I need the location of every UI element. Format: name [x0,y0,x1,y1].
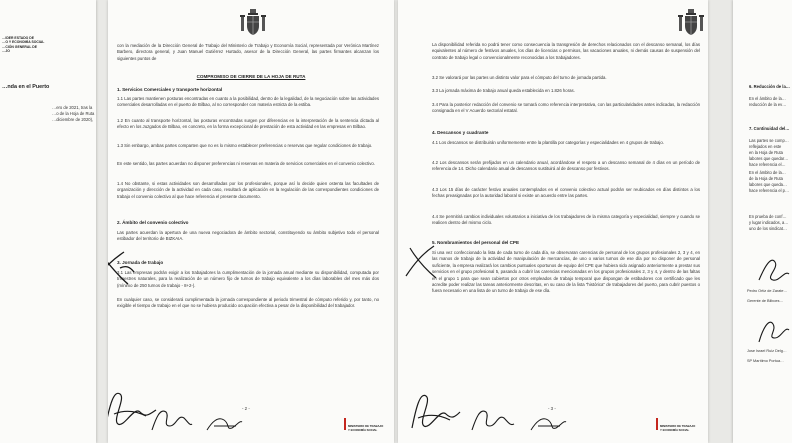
ministry-header: …IDER ESTADO DE …O Y ECONOMÍA SOCIAL …CIÓN GENERAL DE …JO [2,36,45,54]
signature-1 [406,384,462,436]
margin-signature [108,248,140,288]
document-page-1 [0,0,96,443]
paragraph-7: Las partes se comp… reflejados en este en la Hoja de Ruta labores que quedar… hace referencia el… [749,138,789,167]
section-5-title: 5. Nombramientos del personal del CPE [432,240,520,245]
section-1-title: 1. Servicios Comerciales y transporte horizontal [117,87,223,92]
paragraph-7b: En el ámbito de la… de la Hoja de Ruta labores que queda… hace referencia el p… [749,170,790,193]
spain-coat-of-arms-icon [678,8,704,38]
intro-paragraph: con la mediación de la Dirección General de Trabajo del Ministerio de Trabajo y Economía Social, representada por Verónica Martínez Barbero, directora general, y Juan Manuel Gutiérrez Hurtado, asesor de la Dirección General, las partes firmantes alcanzan los siguientes puntos de [117,43,379,61]
signature-3 [204,402,244,436]
paragraph-4-2: 4.2 Los descansos serán prefijados en un calendario anual, acordándose el respeto a un descanso semanal de 4 días en un período de referencia de 14. Dicho calendario anual de descansos sustituirá al de descanso por festivos. [432,160,700,172]
signatory-1-name: Pedro Ortiz de Zarate… [747,289,788,293]
page-1-title: …nda en el Puerto [2,84,50,90]
paragraph-4-1: 4.1 Los descansos se distribuirán uniformemente entre la plantilla por categorías y especialidades en 4 grupos de trabajo. [432,140,664,145]
paragraph-6: En el ámbito de la… reducción de la ev… [749,96,787,107]
page-1-text: …ero de 2021, tras la …o de la Hoja de Ruta …diciembre de 2020), [52,105,95,122]
page-number: - 3 - [548,406,556,411]
paragraph-1-3: 1.3 Sin embargo, ambas partes comparten que no es lo mismo establecer preferencias o reservas que regular condiciones de trabajo. [117,143,373,148]
spain-coat-of-arms-icon [240,8,266,38]
paragraph-1-4: 1.4 No obstante, si estas actividades son desarrolladas por los profesionales, porque así lo decide quien ostenta las facultades de organización y dirección de la actividad en cada caso, resultará de aplicación en la regulación de las correspondientes condiciones de trabajo el convenio colectivo al que hace referencia el presente documento. [117,181,379,199]
section-3-title: 3. Jornada de trabajo [117,260,164,265]
closing-paragraph: En prueba de conf… y lugar indicados, a… uno de los sindicat… [749,214,789,231]
ministry-stamp: MINISTERIO DE TRABAJO Y ECONOMÍA SOCIAL [656,418,704,432]
paragraph-5: Si una vez confeccionado la lista de cada turno de cada día, se observaran carencias de personal de los grupos profesionales 2, 3 y 4, en las manos de trabajo de la actividad de manipulación de mercancías, de uno o varios turnos de ese día por no disponer de personal suficiente, la empresa realizará los cambios puntuales oportunos de equipo del CPE que hubiera sido asignado anteriormente a prestar sus servicios en el grupo profesional 5, pasando a cubrir las carencias mencionadas en los grupos profesionales 2, 3 y 4, y dentro de las faltas en el grupo 1 para que sean cubiertos por otros empleados de trabajo temporal que dispongan de estibadores con certificado que les acredite poder realizar las tareas anteriormente descritas, en su caso de la lista "histórica" de trabajadores del puerto, para cubrir puestos o fuera necesario en una lista de un turno de trabajo de ese día. [432,250,700,294]
signatory-2-org: SP Marítimo Portua… [747,359,784,363]
page-number: - 2 - [242,406,250,411]
signature-2 [148,396,194,436]
margin-signature [402,242,442,282]
document-page-3 [398,0,708,443]
ministry-stamp: MINISTERIO DE TRABAJO Y ECONOMÍA SOCIAL [344,418,390,432]
paragraph-1-1: 1.1 Las partes mantienen posturas encontradas en cuanto a la posibilidad, dentro de la legalidad, de la negociación sobre las actividades comerciales desarrolladas en el puerto de Bilbao, al no corresponder con materia estricta de la estiba. [117,96,379,108]
document-page-4 [733,0,792,443]
paragraph-4-4: 4.4 Se permitirá cambios individuales voluntarios a iniciativa de los trabajadores de la misma categoría y especialidad, siempre y cuando se realicen dentro del mismo ciclo. [432,214,700,226]
paragraph-3-1b: En cualquier caso, se considerará cumplimentada la jornada correspondiente al periodo trimestral de cómputo referido y, por tanto, no exigible el tiempo de trabajo en el que no se hubiera producido ocupación efectiva a pesar de la disponibilidad del trabajador. [117,297,379,309]
signature-2 [755,312,791,346]
intro-paragraph: La disponibilidad referida no podrá tener como consecuencia la transgresión de derechos relacionados con el descanso semanal, los días equivalentes al número de festivos anuales, los días de licencias o permisos, las vacaciones anuales, ni demás causas de suspensión del contrato de trabajo legal o convencionalmente reconocidas a los trabajadores. [432,42,700,60]
section-7-title: 7. Continuidad del… [749,126,790,131]
paragraph-4-3: 4.3 Los 15 días de carácter festivo anuales contemplados en el convenio colectivo actual podrán ser reubicados en días distintos a los fechas preasignadas por la autoridad laboral si existe un acuerdo entre las partes. [432,187,700,199]
signature-1 [755,252,791,286]
section-6-title: 6. Reducción de la… [749,84,790,89]
document-page-2 [108,0,394,443]
document-heading: COMPROMISO DE CIERRE DE LA HOJA DE RUTA [196,74,306,79]
paragraph-3-4: 3.4 Para la posterior redacción del convenio se tomará como referencia interpretativa, con las particularidades antes indicadas, la redacción consignada en el V Acuerdo sectorial estatal. [432,102,700,114]
signatory-1-org: Gerente de Bilboes… [747,299,784,303]
paragraph-1-2: 1.2 En cuanto al transporte horizontal, las posturas encontradas surgen por diferencias en la interpretación de la sentencia dictada al efecto en los Juzgados de Bilbao, en concreto, en la forma excepcional de prestación de esta actividad en las empresas en Bilbao. [117,118,379,130]
section-4-title: 4. Descansos y cuadrante [432,130,489,135]
paragraph-3-2: 3.2 Se valorará por las partes un distinto valor para el cómputo del turno de jornada partida. [432,75,607,80]
signature-2 [468,398,516,436]
paragraph-3-1: 3.1 Las empresas podrán exigir a los trabajadores la cumplimentación de la jornada anual mediante su disponibilidad, computada por trimestres naturales, para la realización de un número fijo de turnos de trabajo equivalente a los días laborables del mes más dos (mínimo de 250 turnos de trabajo - 8+2-). [117,270,379,288]
paragraph-2: Las partes acuerdan la apertura de una nueva negociadora de ámbito sectorial, constituyendo su ámbito subjetivo todo el personal estibador del territorio de BIZKAIA. [117,230,379,242]
paragraph-3-3: 3.3 La jornada máxima de trabajo anual queda establecida en 1.826 horas. [432,88,575,93]
section-2-title: 2. Ámbito del convenio colectivo [117,220,189,225]
signatory-2-name: Jose Israel Ruiz Delg… [747,349,787,353]
paragraph-1-3b: En este sentido, las partes acuerdan no disponer preferencias ni reservas en materia de servicios comerciales en el convenio colectivo. [117,161,375,166]
